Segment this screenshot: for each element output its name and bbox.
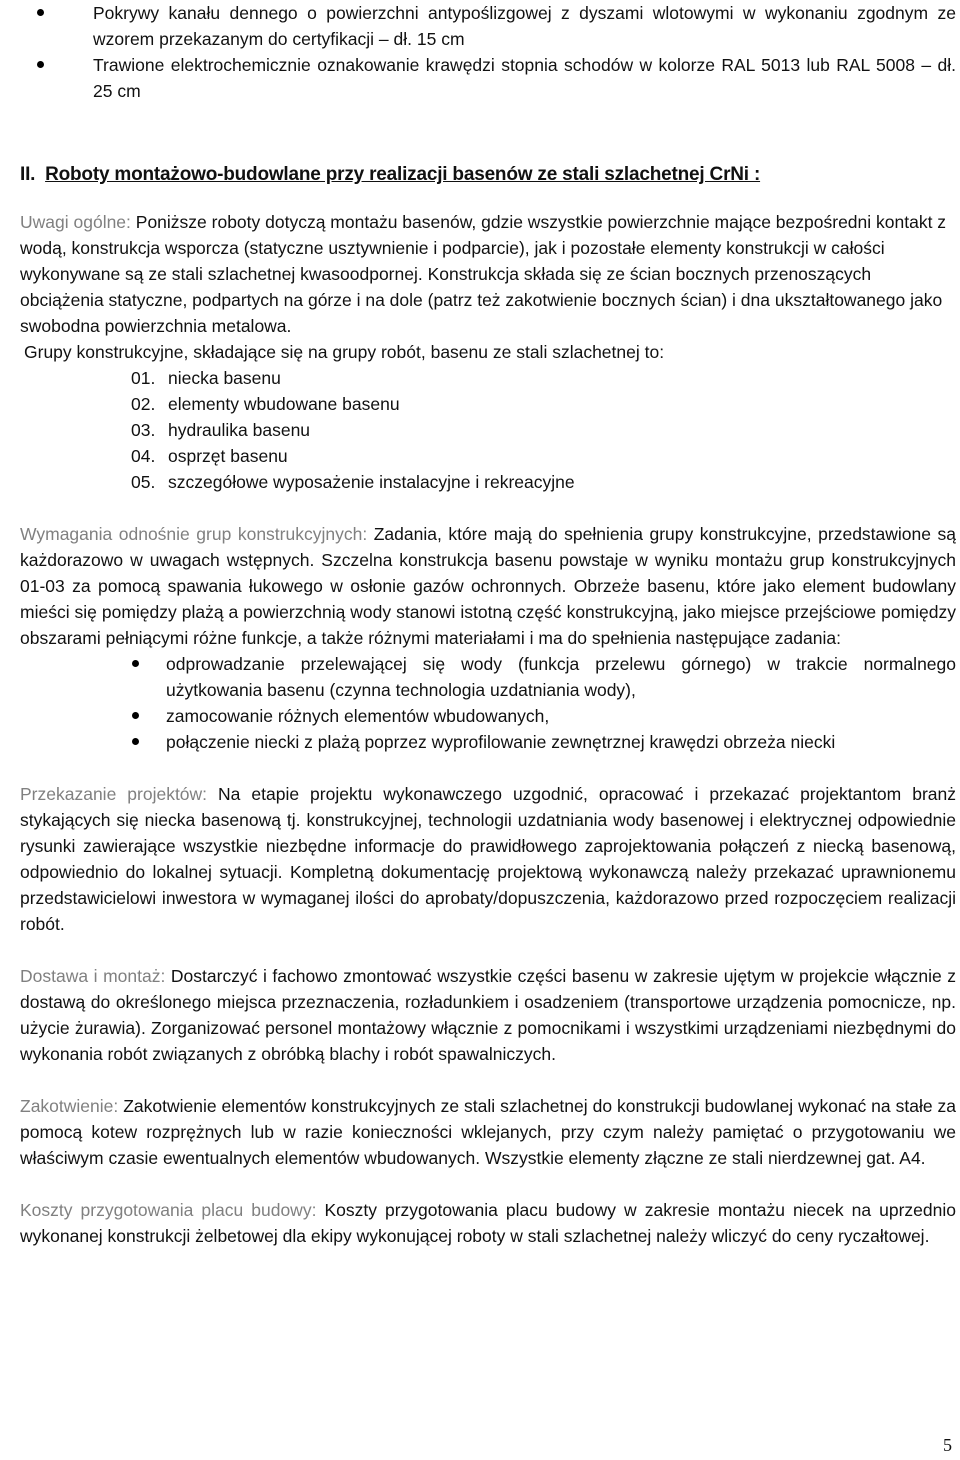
przekazanie-paragraph <box>20 781 956 937</box>
group-name: niecka basenu <box>168 368 281 388</box>
koszty-section <box>20 1197 956 1249</box>
uwagi-text: Poniższe roboty dotyczą montażu basenów, gdzie wszystkie powierzchnie mające bezpośredni kontakt z wodą, konstrukcja wsporcza (statyczne usztywnienie i podparcie), jak i pozostałe elementy konstrukcji w całości wykonywane są ze stali szlachetnej kwasoodpornej. Konstrukcja składa się ze ścian bocznych przenoszących obciążenia statyczne, podpartych na górze i na dole (patrz też zakotwienie bocznych ścian) i dna ukształtowanego jako swobodna powierzchnia metalowa. <box>20 212 947 336</box>
group-number: 04. <box>131 446 156 466</box>
section-heading <box>20 162 956 188</box>
zakotwienie-text: Zakotwienie elementów konstrukcyjnych ze stali szlachetnej do konstrukcji budowlanej wykonać na stałe za pomocą kotew rozprężnych lub w razie konieczności wklejanych, przy czym należy pamiętać o przygotowaniu we właściwym czasie ewentualnych elementów wbudowanych. Wszystkie elementy złączne ze stali nierdzewnej gat. A4. <box>20 1096 956 1168</box>
list-item <box>131 365 956 391</box>
group-number: 05. <box>131 472 156 492</box>
wymagania-paragraph <box>20 521 956 651</box>
top-bullet-list <box>20 0 956 104</box>
list-item: zamocowanie różnych elementów wbudowanych, <box>20 703 956 729</box>
wymagania-label: Wymagania odnośnie grup konstrukcyjnych: <box>20 524 368 544</box>
uwagi-paragraph <box>20 209 956 339</box>
koszty-label: Koszty przygotowania placu budowy: <box>20 1200 317 1220</box>
wymagania-text: Zadania, które mają do spełnienia grupy konstrukcyjne, przedstawione są każdorazowo w uwagach wstępnych. Szczelna konstrukcja basenu powstaje w wyniku montażu grup konstrukcyjnych 01-03 za pomocą spawania łukowego w osłonie gazów ochronnych. Obrzeże basenu, które jako element budowlany mieści się pomiędzy plażą a powierzchnią wody stanowi istotną część konstrukcyjną, jako miejsce przejściowe pomiędzy obszarami pełniącymi różne funkcje, a także różnymi materiałami i ma do spełnienia następujące zadania: <box>20 524 956 648</box>
document-page <box>20 0 956 1249</box>
groups-intro: Grupy konstrukcyjne, składające się na grupy robót, basenu ze stali szlachetnej to: <box>24 342 665 362</box>
dostawa-label: Dostawa i montaż: <box>20 966 166 986</box>
uwagi-label: Uwagi ogólne: <box>20 212 131 232</box>
przekazanie-section <box>20 781 956 937</box>
wymagania-section <box>20 521 956 755</box>
list-item <box>131 443 956 469</box>
zakotwienie-section <box>20 1093 956 1171</box>
list-item <box>131 391 956 417</box>
dostawa-section <box>20 963 956 1067</box>
list-item <box>131 417 956 443</box>
dostawa-paragraph <box>20 963 956 1067</box>
list-item: Pokrywy kanału dennego o powierzchni antypoślizgowej z dyszami wlotowymi w wykonaniu zgodnym ze wzorem przekazanym do certyfikacji – dł. 15 cm <box>20 0 956 52</box>
group-name: elementy wbudowane basenu <box>168 394 400 414</box>
list-item: odprowadzanie przelewającej się wody (funkcja przelewu górnego) w trakcie normalnego użytkowania basenu (czynna technologia uzdatniania wody), <box>20 651 956 703</box>
list-item: Trawione elektrochemicznie oznakowanie krawędzi stopnia schodów w kolorze RAL 5013 lub RAL 5008 – dł. 25 cm <box>20 52 956 104</box>
list-item: połączenie niecki z plażą poprzez wyprofilowanie zewnętrznej krawędzi obrzeża niecki <box>20 729 956 755</box>
list-item <box>131 469 956 495</box>
group-number: 01. <box>131 368 156 388</box>
wymagania-bullet-list <box>20 651 956 755</box>
page-number: 5 <box>943 1435 952 1455</box>
przekazanie-label: Przekazanie projektów: <box>20 784 208 804</box>
dostawa-text: Dostarczyć i fachowo zmontować wszystkie części basenu w zakresie ujętym w projekcie włącznie z dostawą do określonego miejsca przeznaczenia, rozładunkiem i osadzeniem (transportowe urządzenia pomocnicze, np. użycie żurawia). Zorganizować personel montażowy włącznie z pomocnikami i wszystkimi urządzeniami niezbędnymi do wykonania robót związanych z obróbką blachy i robót spawalniczych. <box>20 966 956 1064</box>
koszty-text: Koszty przygotowania placu budowy w zakresie montażu niecek na uprzednio wykonanej konstrukcji żelbetowej dla ekipy wykonującej roboty w stali szlachetnej należy wliczyć do ceny ryczałtowej. <box>20 1200 956 1246</box>
section-number: II. <box>20 164 36 185</box>
przekazanie-text: Na etapie projektu wykonawczego uzgodnić, opracować i przekazać projektantom branż stykających się niecka basenową tj. konstrukcyjnej, technologii uzdatniania wody basenowej i elektrycznej odpowiednie rysunki zawierające wszystkie niezbędne informacje do prawidłowego zaprojektowania połączeń z niecką basenową, odpowiednio do lokalnej sytuacji. Kompletną dokumentację projektową wykonawczą należy przekazać uprawnionemu przedstawicielowi inwestora w wymaganej ilości do aprobaty/dopuszczenia, każdorazowo przed rozpoczęciem realizacji robót. <box>20 784 956 934</box>
group-name: hydraulika basenu <box>168 420 311 440</box>
uwagi-section <box>20 209 956 495</box>
zakotwienie-label: Zakotwienie: <box>20 1096 119 1116</box>
zakotwienie-paragraph <box>20 1093 956 1171</box>
groups-list <box>20 365 956 495</box>
section-title: Roboty montażowo-budowlane przy realizacji basenów ze stali szlachetnej CrNi : <box>45 164 761 185</box>
group-name: osprzęt basenu <box>168 446 288 466</box>
group-number: 02. <box>131 394 156 414</box>
group-name: szczegółowe wyposażenie instalacyjne i rekreacyjne <box>168 472 575 492</box>
group-number: 03. <box>131 420 156 440</box>
koszty-paragraph <box>20 1197 956 1249</box>
